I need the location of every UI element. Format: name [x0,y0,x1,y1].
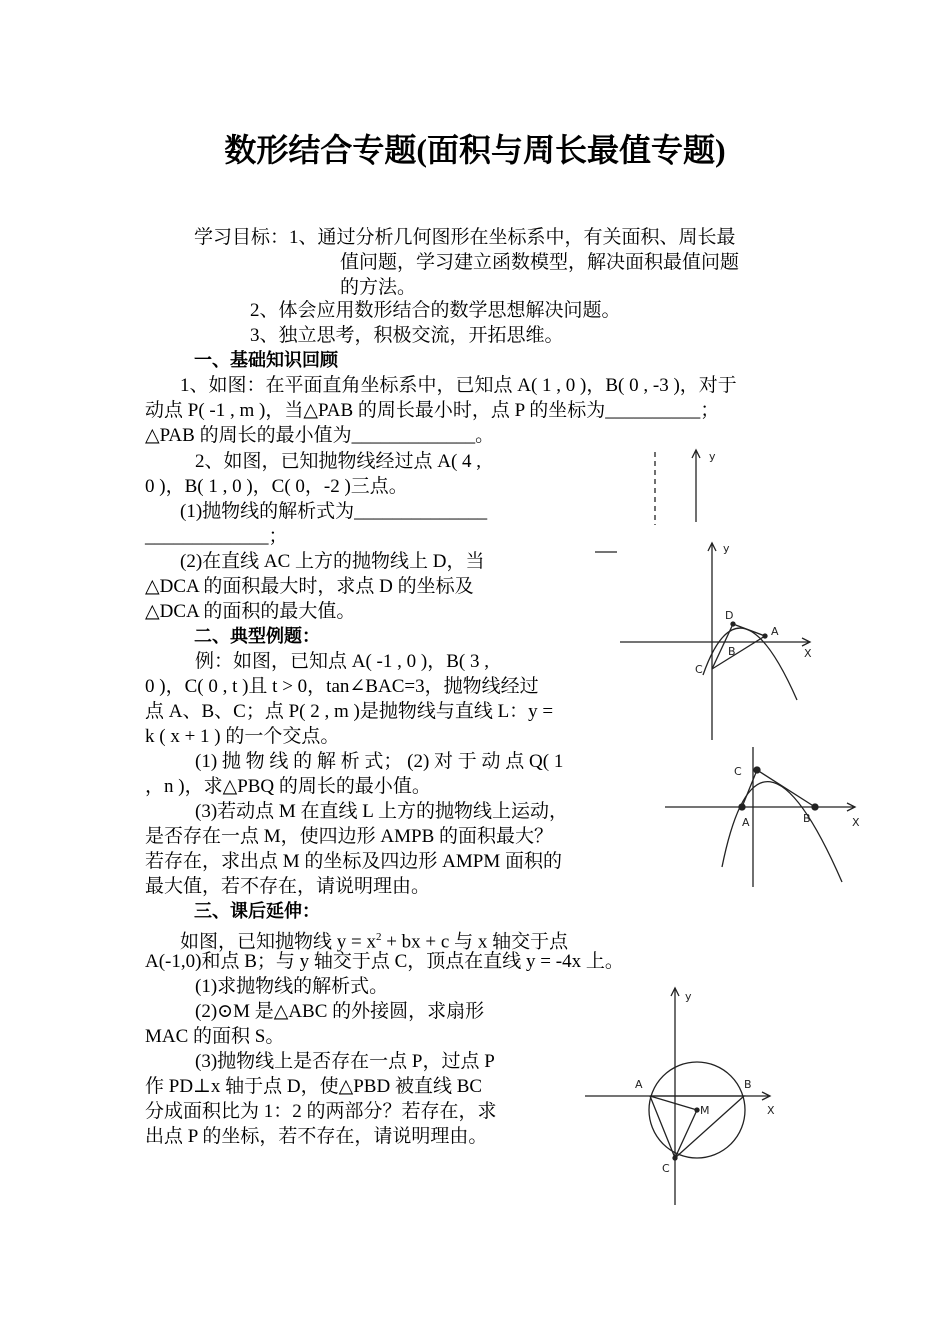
extension-line-3: (1)求抛物线的解析式。 [195,976,389,997]
extension-line-2: A(-1,0)和点 B；与 y 轴交于点 C，顶点在直线 y = -4x 上。 [145,951,624,972]
q2-line-3: (1)抛物线的解析式为______________ [180,501,488,522]
q2-line-2: 0 )，B( 1 , 0 )，C( 0，-2 )三点。 [145,476,408,497]
fig2-point-d [731,622,735,626]
example-line-8: 是否存在一点 M，使四边形 AMPB 的面积最大？ [145,826,554,847]
objective-line-4: 2、体会应用数形结合的数学思想解决问题。 [250,300,621,321]
fig3-point-c [754,767,760,773]
fig4-label-b: B [744,1078,752,1091]
section-heading-basics: 一、基础知识回顾 [194,350,338,371]
example-line-10: 最大值，若不存在，请说明理由。 [145,876,431,897]
q1-line-2: 动点 P( -1 , m )，当△PAB 的周长最小时，点 P 的坐标为__________； [145,400,720,421]
fig4-point-m [695,1108,699,1112]
q2-line-5: (2)在直线 AC 上方的抛物线上 D，当 [180,551,485,572]
fig3-label-b: B [803,812,811,825]
example-line-1: 例：如图，已知点 A( -1 , 0 )，B( 3 , [195,651,489,672]
example-line-2: 0 )，C( 0 , t )且 t > 0，tan∠BAC=3，抛物线经过 [145,676,539,697]
example-line-4: k ( x + 1 ) 的一个交点。 [145,726,340,747]
figure-3-parabola [660,742,865,892]
fig4-x-label: X [767,1104,775,1117]
example-line-9: 若存在，求出点 M 的坐标及四边形 AMPM 面积的 [145,851,562,872]
figure-4-circle [580,980,785,1210]
fig4-y-label: y [685,990,692,1003]
fig2-x-label: X [804,647,812,660]
fig3-segment-ac [742,770,757,807]
q1-line-3: △PAB 的周长的最小值为_____________。 [145,425,495,446]
section-heading-examples: 二、典型例题： [194,626,320,647]
figure-2-parabola [615,535,820,745]
fig3-label-c: C [734,765,742,778]
fig1-y-label: y [709,450,716,463]
fig2-label-b: B [728,645,736,658]
objective-line-2: 值问题，学习建立函数模型，解决面积最值问题 [340,252,740,273]
example-line-3: 点 A、B、C；点 P( 2 , m )是抛物线与直线 L：y = [145,701,554,722]
fig4-triangle-abc [650,1096,744,1158]
fig3-point-b [812,804,818,810]
objective-line-1: 学习目标：1、通过分析几何图形在坐标系中，有关面积、周长最 [194,227,736,248]
extension-line-5: MAC 的面积 S。 [145,1026,285,1047]
extension-line-4: (2)⊙M 是△ABC 的外接圆，求扇形 [195,1001,485,1022]
fig4-label-a: A [635,1078,643,1091]
extension-line-8: 分成面积比为 1：2 的两部分？若存在，求 [145,1101,497,1122]
fig2-label-d: D [725,609,734,622]
fig3-point-a [739,804,745,810]
fig4-segment-cm [675,1110,697,1158]
section-heading-extension: 三、课后延伸： [194,901,320,922]
fig4-label-c: C [662,1162,670,1175]
fig2-y-label: y [723,542,730,555]
page-title: 数形结合专题(面积与周长最值专题) [224,132,726,168]
q2-line-6: △DCA 的面积最大时，求点 D 的坐标及 [145,576,474,597]
example-line-6: ，n )，求△PBQ 的周长的最小值。 [145,776,431,797]
example-line-7: (3)若动点 M 在直线 L 上方的抛物线上运动， [195,801,568,822]
q1-line-1: 1、如图：在平面直角坐标系中，已知点 A( 1 , 0 )，B( 0 , -3 )，对于 [180,375,737,396]
objective-line-5: 3、独立思考，积极交流，开拓思维。 [250,325,564,346]
fig3-x-label: X [852,816,860,829]
fig3-parabola-curve [722,782,842,882]
extension-line-6: (3)抛物线上是否存在一点 P，过点 P [195,1051,495,1072]
fig2-segment-da [733,624,765,636]
fig4-segment-am [650,1096,697,1110]
extension-line-9: 出点 P 的坐标，若不存在，请说明理由。 [145,1126,488,1147]
fig4-point-c [673,1156,677,1160]
q2-line-4: _____________； [145,526,288,547]
q2-line-7: △DCA 的面积的最大值。 [145,601,356,622]
objective-line-3: 的方法。 [340,277,417,298]
example-line-5: (1) 抛 物 线 的 解 析 式； (2) 对 于 动 点 Q( 1 [195,751,564,772]
extension-line-1: 如图，已知抛物线 $y = x^2$ + bx + c 与 x 轴交于点 [180,931,569,953]
extension-line-7: 作 PD⊥x 轴于点 D，使△PBD 被直线 BC [145,1076,483,1097]
fig2-parabola-curve [703,628,797,700]
fig2-label-a: A [771,625,779,638]
q2-line-1: 2、如图，已知抛物线经过点 A( 4 , [195,451,482,472]
fig4-label-m: M [700,1104,710,1117]
fig2-label-c: C [695,663,703,676]
fig3-segment-cb [757,770,815,807]
fig3-label-a: A [742,816,750,829]
fig2-point-a [763,634,767,638]
